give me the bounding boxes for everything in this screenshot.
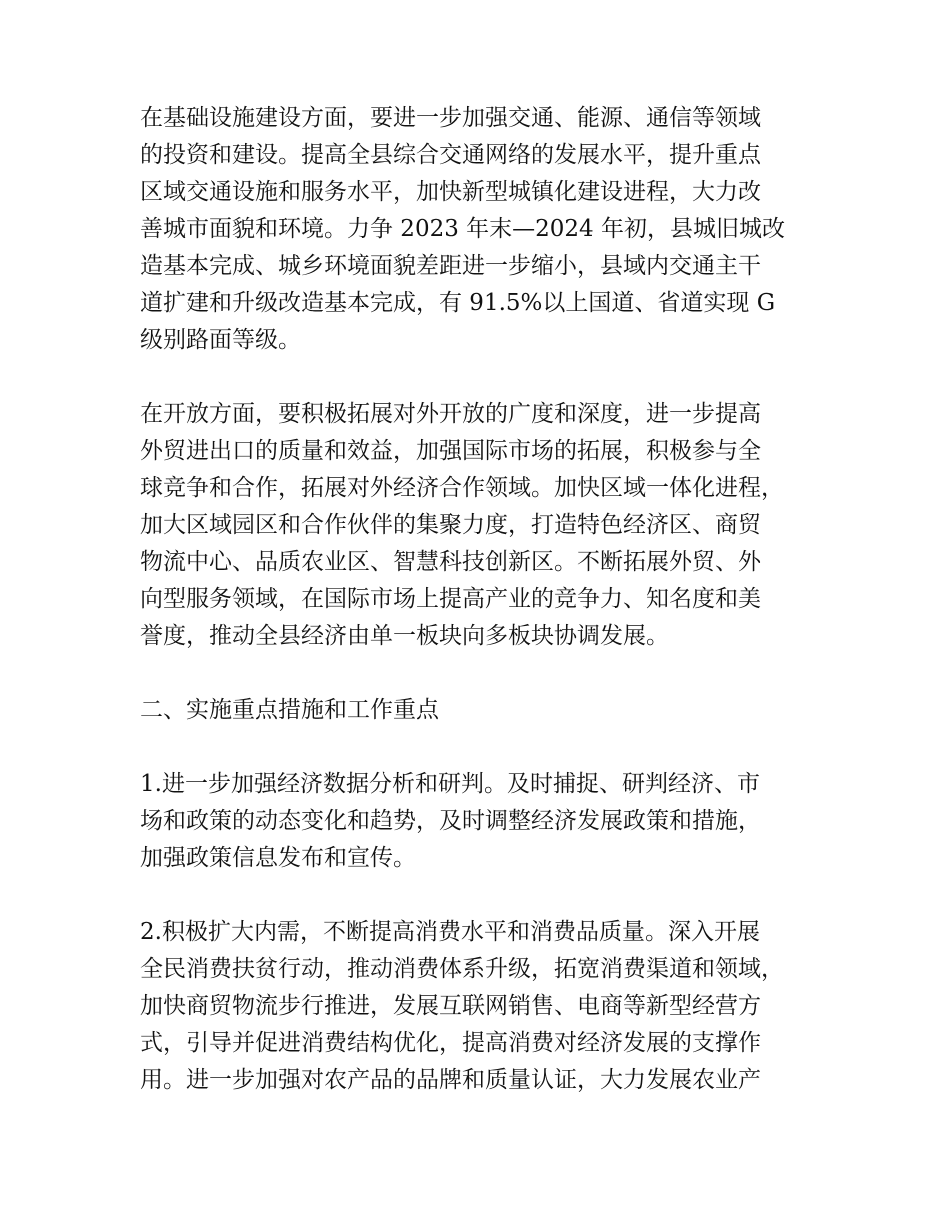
paragraph-opening-up — [140, 396, 830, 655]
text-line: 用。进一步加强对农产品的品牌和质量认证，大力发展农业产 — [140, 1067, 761, 1093]
text-line: 向型服务领域，在国际市场上提高产业的竞争力、知名度和美 — [140, 586, 761, 612]
text-line: 场和政策的动态变化和趋势，及时调整经济发展政策和措施， — [140, 808, 761, 834]
text-line: 式，引导并促进消费结构优化，提高消费对经济发展的支撑作 — [140, 1030, 761, 1056]
text-line: 善城市面貌和环境。力争 2023 年末—2024 年初，县城旧城改 — [140, 216, 785, 242]
heading-text: 二、实施重点措施和工作重点 — [140, 697, 439, 723]
text-line: 加快商贸物流步行推进，发展互联网销售、电商等新型经营方 — [140, 993, 761, 1019]
text-line: 全民消费扶贫行动，推动消费体系升级，拓宽消费渠道和领域， — [140, 956, 784, 982]
text-line: 球竞争和合作，拓展对外经济合作领域。加快区域一体化进程， — [140, 475, 784, 501]
text-line: 在开放方面，要积极拓展对外开放的广度和深度，进一步提高 — [140, 401, 761, 427]
text-line: 物流中心、品质农业区、智慧科技创新区。不断拓展外贸、外 — [140, 549, 761, 575]
paragraph-item-2 — [140, 914, 830, 1099]
text-line: 加大区域园区和合作伙伴的集聚力度，打造特色经济区、商贸 — [140, 512, 761, 538]
section-heading — [140, 692, 830, 729]
text-line: 道扩建和升级改造基本完成，有 91.5%以上国道、省道实现 G — [140, 290, 776, 316]
text-line: 誉度，推动全县经济由单一板块向多板块协调发展。 — [140, 623, 669, 649]
text-line: 造基本完成、城乡环境面貌差距进一步缩小，县域内交通主干 — [140, 253, 761, 279]
paragraph-item-1 — [140, 766, 830, 877]
text-line: 的投资和建设。提高全县综合交通网络的发展水平，提升重点 — [140, 142, 761, 168]
paragraph-infrastructure — [140, 100, 830, 359]
text-line: 2.积极扩大内需，不断提高消费水平和消费品质量。深入开展 — [140, 919, 760, 945]
text-line: 1.进一步加强经济数据分析和研判。及时捕捉、研判经济、市 — [140, 771, 760, 797]
document-page — [140, 100, 830, 1136]
text-line: 外贸进出口的质量和效益，加强国际市场的拓展，积极参与全 — [140, 438, 761, 464]
text-line: 级别路面等级。 — [140, 327, 301, 353]
text-line: 在基础设施建设方面，要进一步加强交通、能源、通信等领域 — [140, 105, 761, 131]
text-line: 加强政策信息发布和宣传。 — [140, 845, 416, 871]
text-line: 区域交通设施和服务水平，加快新型城镇化建设进程，大力改 — [140, 179, 761, 205]
